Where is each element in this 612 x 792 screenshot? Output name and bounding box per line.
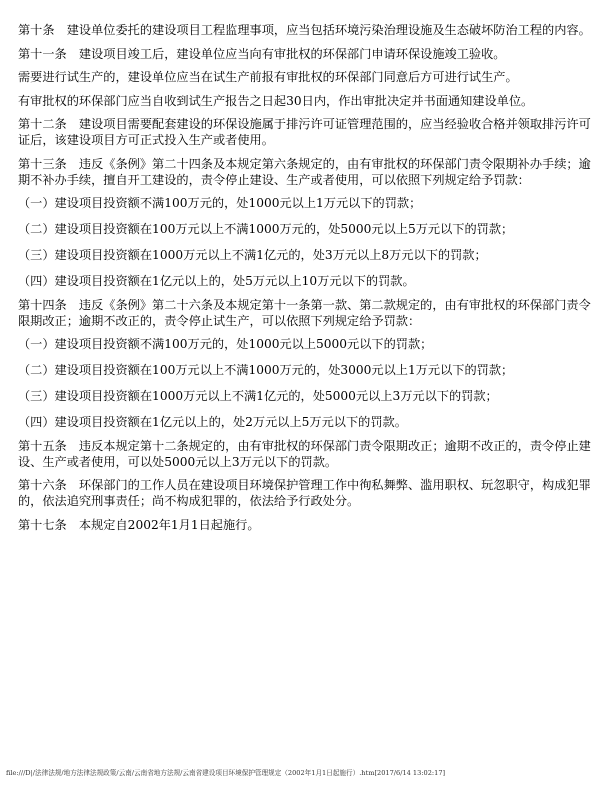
article-12: 第十二条 建设项目需要配套建设的环保设施属于排污许可证管理范围的，应当经验收合格并领取排污许可证后，该建设项目方可正式投入生产或者使用。 [18, 117, 591, 147]
article-14: 第十四条 违反《条例》第二十六条及本规定第十一条第一款、第二款规定的，由有审批权的环保部门责令限期改正；逾期不改正的，责令停止试生产，可以依照下列规定给予罚款： [18, 297, 591, 328]
article-15: 第十五条 违反本规定第十二条规定的，由有审批权的环保部门责令限期改正；逾期不改正的，责令停止建设、生产或者使用，可以处5000元以上3万元以下的罚款。 [18, 438, 591, 469]
article-11-paragraph-2: 需要进行试生产的，建设单位应当在试生产前报有审批权的环保部门同意后方可进行试生产。 [18, 70, 518, 84]
page-footer-file-path: file:///D|/法律法规/地方法律法规政策/云南/云南省地方法规/云南省建设项目环境保护管理规定（2002年1月1日起施行）.htm[2017/6/14 13:02:17] [6, 769, 446, 777]
article-11: 第十一条 建设项目竣工后，建设单位应当向有审批权的环保部门申请环保设施竣工验收。 [18, 46, 506, 61]
article-13-item-4: （四）建设项目投资额在1亿元以上的，处5万元以上10万元以下的罚款。 [18, 274, 415, 288]
article-17: 第十七条 本规定自2002年1月1日起施行。 [18, 517, 260, 532]
article-14-item-3: （三）建设项目投资额在1000万元以上不满1亿元的，处5000元以上3万元以下的罚款； [18, 389, 498, 403]
article-13-item-2: （二）建设项目投资额在100万元以上不满1000万元的，处5000元以上5万元以下的罚款； [18, 222, 514, 236]
article-13: 第十三条 违反《条例》第二十四条及本规定第六条规定的，由有审批权的环保部门责令限期补办手续；逾期不补办手续，擅自开工建设的，责令停止建设、生产或者使用，可以依照下列规定给予罚款： [18, 156, 591, 187]
article-14-item-2: （二）建设项目投资额在100万元以上不满1000万元的，处3000元以上1万元以下的罚款； [18, 363, 514, 377]
article-13-item-1: （一）建设项目投资额不满100万元的，处1000元以上1万元以下的罚款； [18, 196, 422, 210]
article-14-item-1: （一）建设项目投资额不满100万元的，处1000元以上5000元以下的罚款； [18, 337, 433, 351]
document-body [18, 22, 596, 540]
article-16: 第十六条 环保部门的工作人员在建设项目环境保护管理工作中徇私舞弊、滥用职权、玩忽职守，构成犯罪的，依法追究刑事责任；尚不构成犯罪的，依法给予行政处分。 [18, 478, 591, 508]
article-13-item-3: （三）建设项目投资额在1000万元以上不满1亿元的，处3万元以上8万元以下的罚款； [18, 248, 487, 262]
article-11-paragraph-3: 有审批权的环保部门应当自收到试生产报告之日起30日内，作出审批决定并书面通知建设单位。 [18, 93, 534, 108]
article-10: 第十条 建设单位委托的建设项目工程监理事项，应当包括环境污染治理设施及生态破坏防治工程的内容。 [18, 23, 591, 37]
article-14-item-4: （四）建设项目投资额在1亿元以上的，处2万元以上5万元以下的罚款。 [18, 415, 407, 429]
